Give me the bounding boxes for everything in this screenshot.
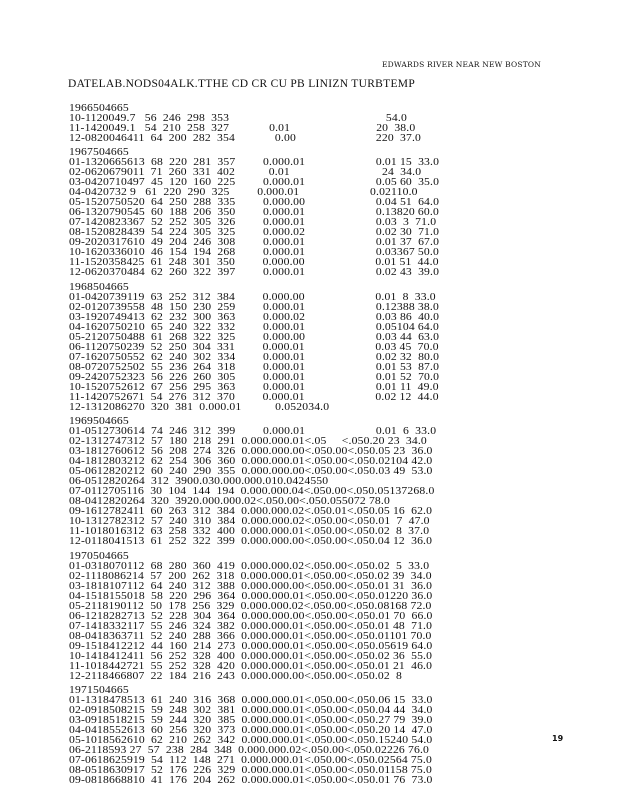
table-row: 02-0120739558 48 150 230 259 0.000.01 0.12388 38.0 [69,300,439,313]
table-row: 03-0420710497 45 120 160 225 0.000.01 0.05 60 35.0 [69,176,440,189]
table-row: 12-0620370484 62 260 322 397 0.000.01 0.02 43 39.0 [69,266,440,279]
table-row: 12-0118041513 61 252 322 399 0.000.000.00<.050.00<.050.04 12 36.0 [69,535,433,548]
year-heading: 1970504665 [69,549,129,562]
table-row: 08-0720752502 55 236 264 318 0.000.01 0.01 53 87.0 [69,360,440,373]
year-block [69,282,439,412]
table-row: 03-1812760612 56 208 274 326 0.000.000.00<.050.00<.050.05 23 36.0 [69,445,433,458]
table-row: 11-1018442721 55 252 328 420 0.000.000.01<.050.00<.050.01 21 46.0 [69,659,433,672]
year-block [69,551,439,681]
page-number: 19 [552,734,564,743]
year-heading: 1967504665 [69,146,129,159]
table-row: 02-1118086214 57 200 262 318 0.000.000.01<.050.00<.050.02 39 34.0 [69,569,432,582]
table-row: 09-1612782411 60 263 312 384 0.000.000.02<.050.01<.050.05 16 62.0 [69,505,433,518]
table-row: 10-1620336010 46 154 194 268 0.000.01 0.03367 50.0 [69,246,439,259]
table-row: 12-1312086270 320 381 0.000.01 0.052034.0 [69,400,330,413]
table-row: 06-0512820264 312 3900.030.000.000.010.0424550 [69,475,329,488]
table-row: 11-1520358425 61 248 301 350 0.000.00 0.01 51 44.0 [69,256,439,269]
year-block [69,685,439,785]
table-row: 04-1518155018 58 220 296 364 0.000.000.01<.050.00<.050.01220 36.0 [69,589,433,602]
table-row: 01-0420739119 63 252 312 384 0.000.00 0.01 8 33.0 [69,290,436,303]
table-row: 05-2118190112 50 178 256 329 0.000.000.02<.050.00<.050.08168 72.0 [69,599,432,612]
table-row: 03-1920749413 62 232 300 363 0.000.02 0.03 86 40.0 [69,310,440,323]
year-heading: 1969504665 [69,415,129,428]
table-row: 03-0918518215 59 244 320 385 0.000.000.01<.050.00<.050.27 79 39.0 [69,713,433,726]
table-row: 02-0620679011 71 260 331 402 0.01 24 34.0 [69,166,422,179]
table-row: 05-0612820212 60 240 290 355 0.000.000.00<.050.00<.050.03 49 53.0 [69,465,433,478]
year-heading: 1966504665 [69,102,129,114]
table-row: 04-0418552613 60 256 320 373 0.000.000.01<.050.00<.050.20 14 47.0 [69,723,433,736]
table-row: 09-2420752323 56 226 260 305 0.000.01 0.01 52 70.0 [69,370,440,383]
table-row: 08-0412820264 320 3920.000.000.02<.050.00<.050.055072 78.0 [69,495,390,508]
table-row: 11-1420049.1 54 210 258 327 0.01 20 38.0 [69,122,416,134]
year-block [69,147,439,277]
table-row: 07-0112705116 30 104 144 194 0.000.000.04<.050.00<.050.05137268.0 [69,485,435,498]
table-row: 07-1620750552 62 240 302 334 0.000.01 0.02 32 80.0 [69,350,440,363]
table-row: 01-1320665613 68 220 281 357 0.000.01 0.01 15 33.0 [69,156,440,169]
station-name: EDWARDS RIVER NEAR NEW BOSTON [382,60,542,69]
year-heading: 1968504665 [69,280,129,293]
table-row: 01-0512730614 74 246 312 399 0.000.01 0.01 6 33.0 [69,425,437,438]
table-row: 03-1818107112 64 240 312 388 0.000.000.00<.050.00<.050.01 31 36.0 [69,579,433,592]
table-row: 10-1520752612 67 256 295 363 0.000.01 0.01 11 49.0 [69,380,439,393]
table-row: 11-1420752671 54 276 312 370 0.000.01 0.02 12 44.0 [69,390,439,403]
year-heading: 1971504665 [69,683,129,696]
table-row: 07-1420823367 52 252 305 326 0.000.01 0.03 3 71.0 [69,216,437,229]
table-row: 10-1418412411 56 252 328 400 0.000.000.01<.050.00<.050.02 36 55.0 [69,649,433,662]
year-block [69,103,439,143]
table-row: 01-0318070112 68 280 360 419 0.000.000.02<.050.00<.050.02 5 33.0 [69,559,430,572]
table-row: 05-1520750520 64 250 288 335 0.000.00 0.04 51 64.0 [69,196,440,209]
table-row: 05-1018562610 62 210 262 342 0.000.000.01<.050.00<.050.15240 54.0 [69,733,433,746]
data-table [69,103,439,789]
table-row: 10-1312782312 57 240 310 384 0.000.000.02<.050.00<.050.01 7 47.0 [69,515,430,528]
table-row: 01-1318478513 61 240 316 368 0.000.000.01<.050.00<.050.06 15 33.0 [69,693,433,706]
column-header: DATELAB.NODS04ALK.TTHE CD CR CU PB LINIZN TURBTEMP [68,78,416,90]
table-row: 02-0918508215 59 248 302 381 0.000.000.01<.050.00<.050.04 44 34.0 [69,703,433,716]
table-row: 06-2118593 27 57 238 284 348 0.000.000.02<.050.00<.050.02226 76.0 [69,743,430,756]
table-row: 08-1520828439 54 224 305 325 0.000.02 0.02 30 71.0 [69,226,440,239]
table-row: 02-1312747312 57 180 218 291 0.000.000.01<.05 <.050.20 23 34.0 [69,435,427,448]
table-row: 09-1518412212 44 160 214 273 0.000.000.01<.050.00<.050.05619 64.0 [69,639,433,652]
table-row: 09-0818668810 41 176 204 262 0.000.000.01<.050.00<.050.01 76 73.0 [69,773,433,786]
table-row: 06-1218282713 52 228 304 364 0.000.000.00<.050.00<.050.01 70 66.0 [69,609,433,622]
year-block [69,416,439,546]
table-row: 04-1812803212 62 254 306 360 0.000.000.01<.050.00<.050.02104 42.0 [69,455,433,468]
table-row: 12-2118466807 22 184 216 243 0.000.000.00<.050.00<.050.02 8 [69,669,403,682]
table-row: 08-0418363711 52 240 288 366 0.000.000.01<.050.00<.050.01101 70.0 [69,629,432,642]
table-row: 09-2020317610 49 204 246 308 0.000.01 0.01 37 67.0 [69,236,440,249]
table-row: 07-0618625919 54 112 148 271 0.000.000.01<.050.00<.050.02564 75.0 [69,753,432,766]
table-row: 07-1418332117 55 246 324 382 0.000.000.01<.050.00<.050.01 48 71.0 [69,619,433,632]
table-row: 06-1320790545 60 188 206 350 0.000.01 0.13820 60.0 [69,206,439,219]
table-row: 12-0820046411 64 200 282 354 0.00 220 37.0 [69,132,422,144]
table-row: 08-0518630917 52 176 226 329 0.000.000.01<.050.00<.050.01158 75.0 [69,763,432,776]
table-row: 04-0420732 9 61 220 290 325 0.000.01 0.02110.0 [69,186,418,199]
table-row: 10-1120049.7 56 246 298 353 54.0 [69,112,407,124]
table-row: 04-1620750210 65 240 322 332 0.000.01 0.05104 64.0 [69,320,439,333]
table-row: 05-2120750488 61 268 322 325 0.000.00 0.03 44 63.0 [69,330,440,343]
table-row: 11-1018016312 63 258 332 400 0.000.000.01<.050.00<.050.02 8 37.0 [69,525,430,538]
table-row: 06-1120750239 52 250 304 331 0.000.01 0.03 45 70.0 [69,340,439,353]
